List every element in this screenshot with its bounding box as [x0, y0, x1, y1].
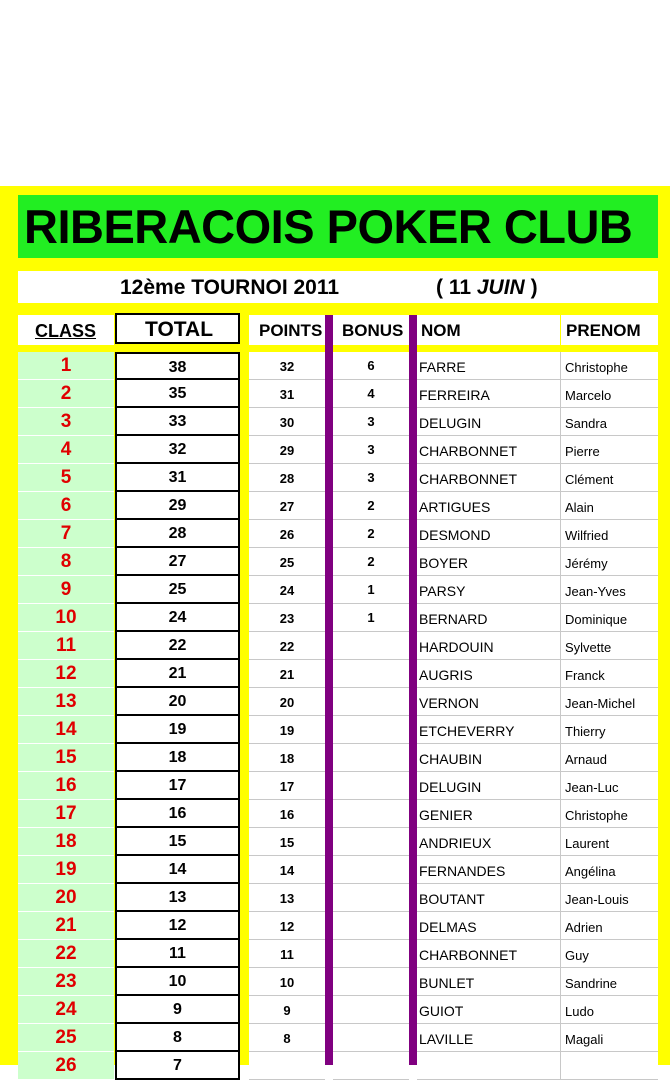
cell-nom: ANDRIEUX	[417, 828, 561, 856]
table-row	[0, 856, 670, 884]
cell-nom: BERNARD	[417, 604, 561, 632]
cell-bonus: 3	[333, 436, 409, 464]
cell-bonus: 2	[333, 492, 409, 520]
cell-nom: FARRE	[417, 352, 561, 380]
cell-nom: LAVILLE	[417, 1024, 561, 1052]
title-band	[18, 195, 658, 258]
club-title: RIBERACOIS POKER CLUB	[24, 200, 633, 253]
cell-nom: HARDOUIN	[417, 632, 561, 660]
cell-rank: 21	[18, 912, 114, 940]
header-points: POINTS	[249, 315, 325, 345]
cell-rank: 18	[18, 828, 114, 856]
header-bonus: BONUS	[333, 315, 409, 345]
cell-bonus	[333, 912, 409, 940]
cell-total: 7	[115, 1052, 240, 1080]
cell-rank: 1	[18, 352, 114, 380]
cell-points: 30	[249, 408, 325, 436]
cell-prenom	[561, 1052, 658, 1080]
table-row	[0, 380, 670, 408]
table-row	[0, 660, 670, 688]
cell-bonus	[333, 1024, 409, 1052]
cell-bonus	[333, 772, 409, 800]
cell-total: 15	[115, 828, 240, 856]
cell-points: 12	[249, 912, 325, 940]
cell-nom: AUGRIS	[417, 660, 561, 688]
cell-bonus	[333, 632, 409, 660]
cell-rank: 19	[18, 856, 114, 884]
cell-prenom: Sandrine	[561, 968, 658, 996]
cell-points	[249, 1052, 325, 1080]
cell-nom: DELMAS	[417, 912, 561, 940]
cell-bonus	[333, 660, 409, 688]
cell-rank: 17	[18, 800, 114, 828]
table-row	[0, 548, 670, 576]
cell-total: 10	[115, 968, 240, 996]
cell-rank: 5	[18, 464, 114, 492]
cell-total: 33	[115, 408, 240, 436]
cell-rank: 8	[18, 548, 114, 576]
cell-prenom: Angélina	[561, 856, 658, 884]
cell-points: 19	[249, 716, 325, 744]
cell-prenom: Ludo	[561, 996, 658, 1024]
results-sheet	[0, 186, 670, 1076]
cell-points: 18	[249, 744, 325, 772]
cell-rank: 22	[18, 940, 114, 968]
cell-rank: 7	[18, 520, 114, 548]
cell-nom: CHAUBIN	[417, 744, 561, 772]
cell-prenom: Guy	[561, 940, 658, 968]
cell-points: 24	[249, 576, 325, 604]
table-row	[0, 632, 670, 660]
cell-total: 38	[115, 352, 240, 380]
table-row	[0, 940, 670, 968]
cell-nom: VERNON	[417, 688, 561, 716]
cell-nom: GUIOT	[417, 996, 561, 1024]
cell-prenom: Sandra	[561, 408, 658, 436]
cell-nom: FERNANDES	[417, 856, 561, 884]
cell-rank: 14	[18, 716, 114, 744]
cell-rank: 11	[18, 632, 114, 660]
cell-prenom: Pierre	[561, 436, 658, 464]
cell-prenom: Alain	[561, 492, 658, 520]
cell-points: 16	[249, 800, 325, 828]
cell-prenom: Jean-Louis	[561, 884, 658, 912]
table-row	[0, 436, 670, 464]
cell-points: 14	[249, 856, 325, 884]
cell-rank: 4	[18, 436, 114, 464]
cell-points: 22	[249, 632, 325, 660]
table-row	[0, 912, 670, 940]
cell-prenom: Laurent	[561, 828, 658, 856]
cell-prenom: Christophe	[561, 352, 658, 380]
table-row	[0, 604, 670, 632]
table-row	[0, 464, 670, 492]
table-row	[0, 716, 670, 744]
cell-points: 26	[249, 520, 325, 548]
cell-points: 29	[249, 436, 325, 464]
table-row	[0, 520, 670, 548]
table-row	[0, 996, 670, 1024]
cell-bonus	[333, 1052, 409, 1080]
cell-total: 16	[115, 800, 240, 828]
cell-total: 11	[115, 940, 240, 968]
cell-bonus	[333, 856, 409, 884]
cell-total: 9	[115, 996, 240, 1024]
cell-total: 14	[115, 856, 240, 884]
cell-rank: 12	[18, 660, 114, 688]
cell-prenom: Thierry	[561, 716, 658, 744]
cell-prenom: Jean-Luc	[561, 772, 658, 800]
cell-bonus	[333, 968, 409, 996]
cell-bonus: 2	[333, 548, 409, 576]
cell-nom: DELUGIN	[417, 772, 561, 800]
cell-total: 17	[115, 772, 240, 800]
cell-nom: BUNLET	[417, 968, 561, 996]
cell-points: 31	[249, 380, 325, 408]
cell-points: 28	[249, 464, 325, 492]
cell-nom: ETCHEVERRY	[417, 716, 561, 744]
cell-nom: DELUGIN	[417, 408, 561, 436]
tournament-date: ( 11 JUIN )	[436, 276, 538, 299]
cell-rank: 10	[18, 604, 114, 632]
cell-points: 10	[249, 968, 325, 996]
cell-nom: DESMOND	[417, 520, 561, 548]
header-prenom: PRENOM	[561, 315, 658, 345]
cell-prenom: Clément	[561, 464, 658, 492]
cell-bonus: 1	[333, 576, 409, 604]
cell-total: 24	[115, 604, 240, 632]
cell-total: 13	[115, 884, 240, 912]
header-class: CLASS	[18, 315, 114, 345]
cell-rank: 23	[18, 968, 114, 996]
cell-total: 35	[115, 380, 240, 408]
cell-nom: ARTIGUES	[417, 492, 561, 520]
cell-rank: 2	[18, 380, 114, 408]
cell-rank: 15	[18, 744, 114, 772]
cell-rank: 16	[18, 772, 114, 800]
table-row	[0, 884, 670, 912]
cell-prenom: Arnaud	[561, 744, 658, 772]
cell-rank: 20	[18, 884, 114, 912]
cell-total: 18	[115, 744, 240, 772]
cell-bonus	[333, 940, 409, 968]
cell-total: 12	[115, 912, 240, 940]
cell-rank: 6	[18, 492, 114, 520]
header-nom: NOM	[417, 315, 560, 345]
table-row	[0, 576, 670, 604]
cell-total: 28	[115, 520, 240, 548]
cell-bonus: 3	[333, 464, 409, 492]
table-row	[0, 800, 670, 828]
table-row	[0, 828, 670, 856]
cell-total: 29	[115, 492, 240, 520]
table-row	[0, 492, 670, 520]
cell-total: 19	[115, 716, 240, 744]
cell-bonus: 2	[333, 520, 409, 548]
cell-prenom: Jean-Michel	[561, 688, 658, 716]
header-total: TOTAL	[115, 313, 240, 344]
table-row	[0, 352, 670, 380]
tournament-label: 12ème TOURNOI 2011	[120, 276, 340, 299]
cell-total: 22	[115, 632, 240, 660]
table-row	[0, 772, 670, 800]
cell-total: 32	[115, 436, 240, 464]
cell-total: 21	[115, 660, 240, 688]
cell-prenom: Franck	[561, 660, 658, 688]
cell-points: 8	[249, 1024, 325, 1052]
cell-nom: BOYER	[417, 548, 561, 576]
cell-nom: FERREIRA	[417, 380, 561, 408]
cell-nom: CHARBONNET	[417, 436, 561, 464]
cell-points: 20	[249, 688, 325, 716]
table-row	[0, 408, 670, 436]
subtitle-band	[18, 271, 658, 303]
cell-prenom: Wilfried	[561, 520, 658, 548]
cell-total: 25	[115, 576, 240, 604]
cell-prenom: Adrien	[561, 912, 658, 940]
cell-points: 25	[249, 548, 325, 576]
cell-nom	[417, 1052, 561, 1080]
cell-nom: CHARBONNET	[417, 940, 561, 968]
cell-bonus: 3	[333, 408, 409, 436]
cell-rank: 24	[18, 996, 114, 1024]
cell-prenom: Sylvette	[561, 632, 658, 660]
cell-bonus	[333, 744, 409, 772]
cell-total: 8	[115, 1024, 240, 1052]
cell-points: 9	[249, 996, 325, 1024]
cell-points: 11	[249, 940, 325, 968]
cell-bonus	[333, 828, 409, 856]
cell-bonus	[333, 716, 409, 744]
cell-points: 17	[249, 772, 325, 800]
cell-points: 23	[249, 604, 325, 632]
cell-prenom: Jérémy	[561, 548, 658, 576]
cell-rank: 3	[18, 408, 114, 436]
cell-nom: BOUTANT	[417, 884, 561, 912]
cell-rank: 25	[18, 1024, 114, 1052]
cell-bonus: 4	[333, 380, 409, 408]
table-row	[0, 1052, 670, 1080]
cell-prenom: Jean-Yves	[561, 576, 658, 604]
cell-nom: CHARBONNET	[417, 464, 561, 492]
cell-points: 27	[249, 492, 325, 520]
cell-bonus	[333, 800, 409, 828]
cell-total: 31	[115, 464, 240, 492]
cell-points: 13	[249, 884, 325, 912]
cell-points: 32	[249, 352, 325, 380]
cell-prenom: Magali	[561, 1024, 658, 1052]
cell-bonus	[333, 996, 409, 1024]
cell-points: 15	[249, 828, 325, 856]
cell-total: 20	[115, 688, 240, 716]
cell-points: 21	[249, 660, 325, 688]
cell-rank: 13	[18, 688, 114, 716]
table-row	[0, 744, 670, 772]
cell-bonus	[333, 884, 409, 912]
cell-prenom: Dominique	[561, 604, 658, 632]
cell-nom: GENIER	[417, 800, 561, 828]
cell-rank: 26	[18, 1052, 114, 1080]
cell-bonus: 6	[333, 352, 409, 380]
cell-prenom: Marcelo	[561, 380, 658, 408]
table-row	[0, 968, 670, 996]
cell-rank: 9	[18, 576, 114, 604]
table-row	[0, 688, 670, 716]
cell-total: 27	[115, 548, 240, 576]
cell-prenom: Christophe	[561, 800, 658, 828]
cell-bonus	[333, 688, 409, 716]
cell-bonus: 1	[333, 604, 409, 632]
table-row	[0, 1024, 670, 1052]
cell-nom: PARSY	[417, 576, 561, 604]
